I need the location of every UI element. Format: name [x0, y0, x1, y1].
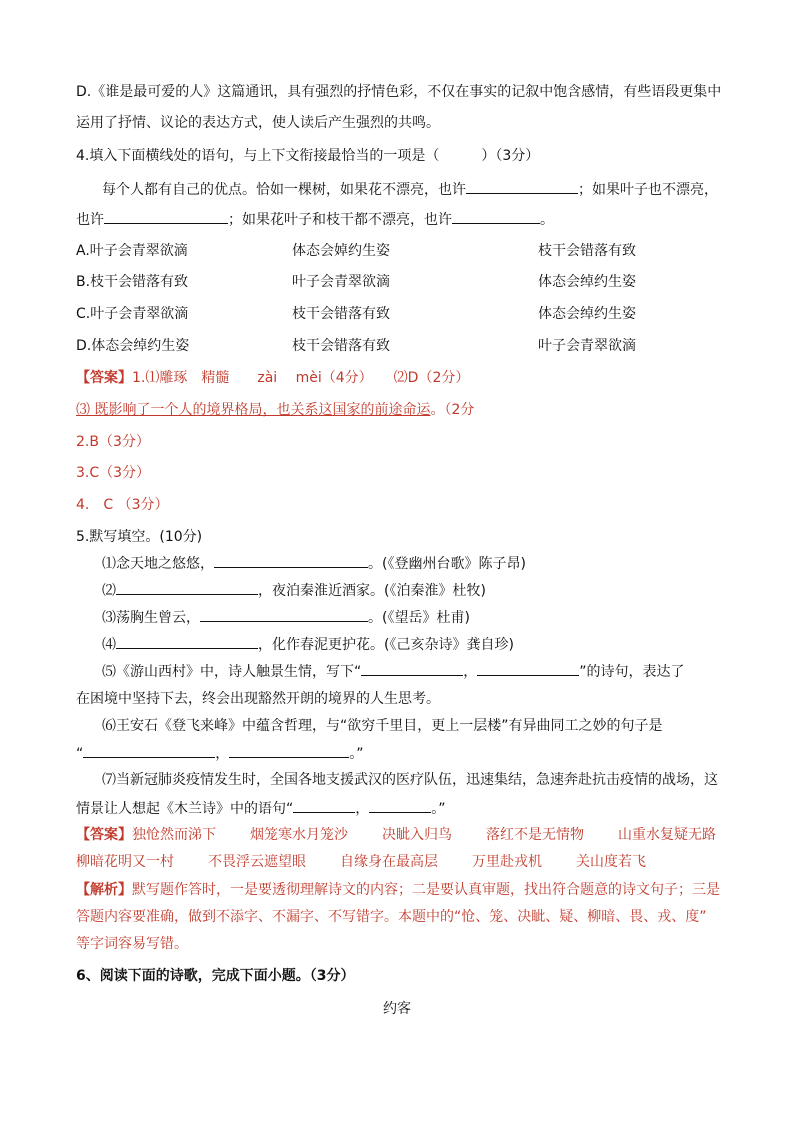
q5-item-3-text: ⑶荡胸生曾云，	[102, 610, 200, 626]
q4-blank-1[interactable]	[466, 179, 578, 194]
option-b-col1: B.枝干会错落有致	[76, 274, 189, 290]
q5-item-6: ⑹王安石《登飞来峰》中蕴含哲理，与“欲穷千里目，更上一层楼”有异曲同工之妙的句子是	[102, 718, 663, 734]
answer-5-row-2	[76, 852, 646, 872]
answer-3: 3.C（3分）	[76, 465, 151, 481]
poem-title: 约客	[383, 1001, 411, 1017]
q5-item-7-cont	[76, 798, 446, 819]
q5-blank-6a[interactable]	[83, 743, 215, 758]
q4-passage-b: ；如果叶子也不漂亮，	[578, 182, 718, 198]
q5-item-4-source: ，化作春泥更护花。(《己亥杂诗》龚自珍)	[258, 637, 514, 653]
q4-passage-c: 也许	[76, 212, 104, 228]
option-c-col1: C.叶子会青翠欲滴	[76, 306, 189, 322]
answer-5-row-1	[76, 825, 716, 845]
analysis-line-3: 等字词容易写错。	[76, 936, 188, 952]
q5-blank-7b[interactable]	[369, 798, 431, 813]
q5-blank-5b[interactable]	[477, 661, 579, 676]
q5-item-7-close: 。”	[431, 801, 446, 817]
option-d-col3: 叶子会青翠欲滴	[538, 338, 636, 354]
q4-passage-e: 。	[540, 212, 554, 228]
q5-item-4-num: ⑷	[102, 637, 116, 653]
q5-item-5-comma: ，	[463, 664, 478, 680]
q5-blank-4[interactable]	[116, 634, 258, 649]
q6-title: 6、阅读下面的诗歌，完成下面小题。（3分）	[76, 968, 355, 984]
q5-item-7: ⑺当新冠肺炎疫情发生时，全国各地支援武汉的医疗队伍，迅速集结，急速奔赴抗击疫情的战场，这	[102, 772, 718, 788]
q5-blank-3[interactable]	[200, 607, 368, 622]
answer-5-item: 山重水复疑无路	[618, 827, 716, 843]
answer-5-item: 决眦入归鸟	[382, 827, 452, 843]
answer-5-item: 独怆然而涕下	[132, 827, 216, 843]
answer-1-part3-line	[76, 400, 474, 420]
analysis-line-1	[76, 880, 720, 900]
q5-item-6-cont	[76, 743, 364, 764]
q5-title: 5.默写填空。(10分)	[76, 529, 203, 545]
answer-5-item: 关山度若飞	[576, 854, 646, 870]
q5-item-4	[102, 634, 514, 655]
option-c-col2: 枝干会错落有致	[292, 306, 390, 322]
answer-5-item: 落红不是无情物	[486, 827, 584, 843]
q5-item-7-text: 情景让人想起《木兰诗》中的语句“	[76, 801, 294, 817]
q5-item-2-source: ，夜泊秦淮近酒家。(《泊秦淮》杜牧)	[258, 583, 486, 599]
option-c-col3: 体态会绰约生姿	[538, 306, 636, 322]
q5-item-2	[102, 580, 486, 601]
answer-5-item: 柳暗花明又一村	[76, 854, 174, 870]
q5-item-3	[102, 607, 470, 628]
analysis-line-2: 答题内容要准确，做到不添字、不漏字、不写错字。本题中的“怆、笼、决眦、疑、柳暗、畏、戎、度”	[76, 909, 707, 925]
option-d-line-2: 运用了抒情、议论的表达方式，使人读后产生强烈的共鸣。	[76, 115, 440, 131]
q5-blank-1[interactable]	[214, 553, 368, 568]
q5-blank-7a[interactable]	[293, 798, 355, 813]
q4-question: 4.填入下面横线处的语句，与上下文衔接最恰当的一项是（ ）（3分）	[76, 148, 540, 164]
answer-5-item: 不畏浮云遮望眼	[208, 854, 306, 870]
q5-item-7-comma: ，	[355, 801, 370, 817]
q5-item-3-source: 。(《望岳》杜甫)	[368, 610, 470, 626]
q5-item-5	[102, 661, 685, 682]
option-a-col2: 体态会婥约生姿	[292, 243, 390, 259]
option-a-col1: A.叶子会青翠欲滴	[76, 243, 188, 259]
analysis-tag: 【解析】	[76, 882, 132, 898]
q4-blank-2[interactable]	[104, 209, 228, 224]
q5-item-5-tail: ”的诗句，表达了	[579, 664, 685, 680]
q4-passage-line-2	[76, 209, 554, 230]
answer-1-part3: ⑶ 既影响了一个人的境界格局，也关系这国家的前途命运	[76, 402, 431, 418]
q5-item-6-comma: ，	[215, 746, 230, 762]
q5-item-1-source: 。(《登幽州台歌》陈子昂)	[368, 556, 526, 572]
q5-item-5-text: ⑸《游山西村》中，诗人触景生情，写下“	[102, 664, 362, 680]
q4-blank-3[interactable]	[452, 209, 540, 224]
q5-item-1	[102, 553, 526, 574]
answer-5-item: 万里赴戎机	[472, 854, 542, 870]
answer-1-text: 1.⑴雕琢 精髓 zài mèi（4分） ⑵D（2分）	[132, 370, 470, 386]
q5-item-5-cont: 在困境中坚持下去，终会出现豁然开朗的境界的人生思考。	[76, 691, 440, 707]
option-b-col2: 叶子会青翠欲滴	[292, 274, 390, 290]
q5-item-6-close: 。”	[349, 746, 364, 762]
answer-1-line	[76, 368, 469, 388]
q5-blank-2[interactable]	[116, 580, 258, 595]
q5-item-6-open: “	[76, 746, 84, 762]
q5-item-2-num: ⑵	[102, 583, 116, 599]
answer-2: 2.B（3分）	[76, 434, 150, 450]
option-b-col3: 体态会绰约生姿	[538, 274, 636, 290]
option-a-col3: 枝干会错落有致	[538, 243, 636, 259]
option-d-col2: 枝干会错落有致	[292, 338, 390, 354]
q5-blank-6b[interactable]	[229, 743, 349, 758]
answer-tag: 【答案】	[76, 370, 132, 386]
answer-1-part3-tail: 。（2分	[430, 402, 475, 418]
answer-5-item: 烟笼寒水月笼沙	[250, 827, 348, 843]
q5-blank-5a[interactable]	[361, 661, 463, 676]
q4-passage-line-1	[102, 179, 718, 200]
answer-5-tag: 【答案】	[76, 827, 132, 843]
option-d-line-1: D.《谁是最可爱的人》这篇通讯，具有强烈的抒情色彩，不仅在事实的记叙中饱含感情，有些语段更集中	[76, 84, 722, 100]
analysis-text-1: 默写题作答时，一是要透彻理解诗文的内容；二是要认真审题，找出符合题意的诗文句子；三是	[132, 882, 720, 898]
answer-5-item: 自缘身在最高层	[340, 854, 438, 870]
option-d-col1: D.体态会绰约生姿	[76, 338, 190, 354]
q5-item-1-text: ⑴念天地之悠悠，	[102, 556, 214, 572]
q4-passage-a: 每个人都有自己的优点。恰如一棵树，如果花不漂亮，也许	[102, 182, 466, 198]
answer-4: 4. C （3分）	[76, 497, 169, 513]
q4-passage-d: ；如果花叶子和枝干都不漂亮，也许	[228, 212, 452, 228]
